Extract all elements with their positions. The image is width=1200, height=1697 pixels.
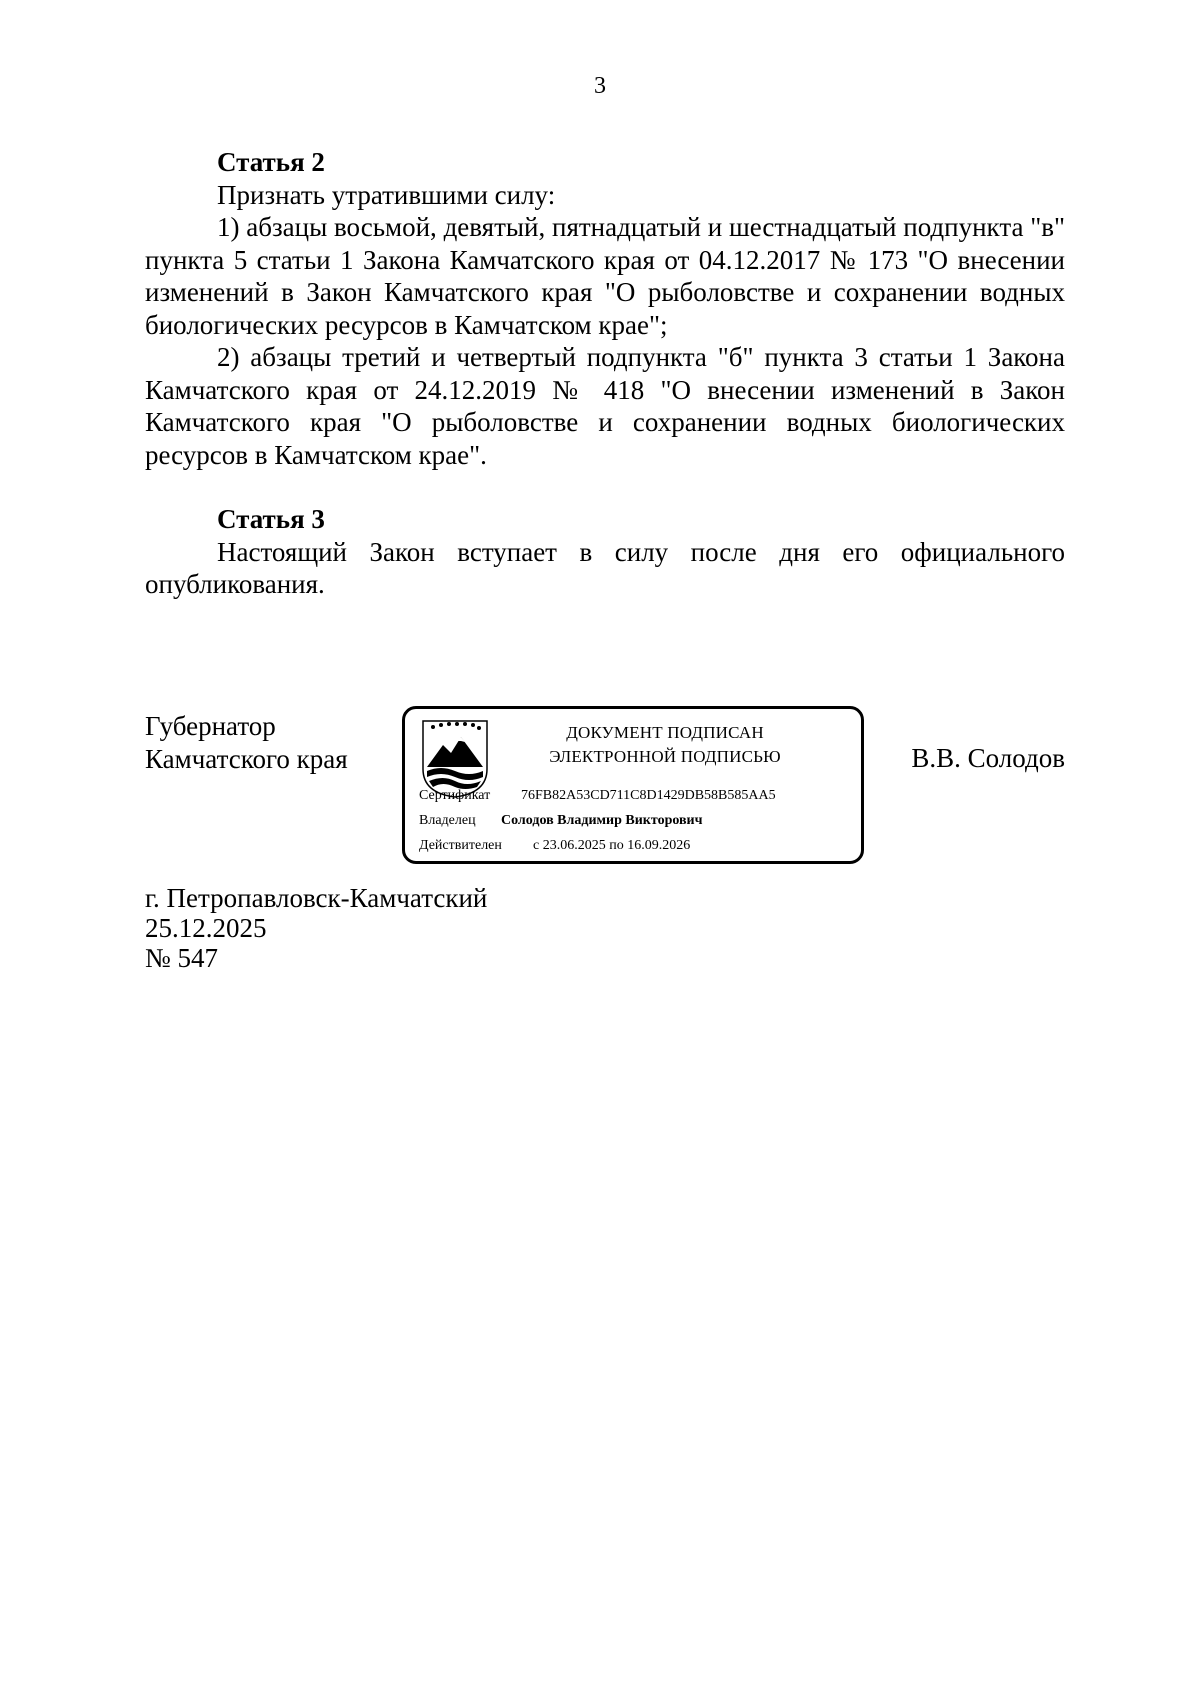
signatory-name: В.В. Солодов (911, 743, 1065, 773)
stamp-title (515, 721, 815, 769)
stamp-validity-row (419, 837, 690, 855)
article-3-title: Статья 3 (217, 504, 325, 534)
validity-label: Действителен (419, 838, 502, 853)
article-3-text: Настоящий Закон вступает в силу после дня его официального опубликования. (145, 536, 1065, 599)
signatory-position (145, 710, 348, 776)
footer-number: № 547 (145, 943, 219, 973)
validity-value: с 23.06.2025 по 16.09.2026 (533, 838, 691, 853)
stamp-owner-row (419, 812, 703, 830)
certificate-value: 76FB82A53CD711C8D1429DB58B585AA5 (521, 788, 776, 803)
document-body (145, 146, 1065, 601)
article-2-item-2: 2) абзацы третий и четвертый подпункта "б" пункта 3 статьи 1 Закона Камчатского края от 24.12.2019 № 418 "О внесении изменений в Закон Камчатского края "О рыболовстве и сохранении водных биологических ресурсов в Камчатском крае". (145, 342, 1065, 470)
signatory-position-line-1: Губернатор (145, 711, 276, 741)
stamp-certificate-row (419, 787, 776, 805)
owner-value: Солодов Владимир Викторович (501, 813, 703, 828)
article-2-title: Статья 2 (217, 147, 325, 177)
footer-city: г. Петропавловск-Камчатский (145, 883, 488, 913)
article-2-intro: Признать утратившими силу: (217, 179, 556, 210)
owner-label: Владелец (419, 813, 476, 828)
stamp-title-line-1: ДОКУМЕНТ ПОДПИСАН (566, 723, 764, 742)
certificate-label: Сертификат (419, 788, 491, 803)
footer-date: 25.12.2025 (145, 913, 267, 943)
signatory-position-line-2: Камчатского края (145, 744, 348, 774)
electronic-signature-stamp (402, 706, 864, 864)
article-2-item-1: 1) абзацы восьмой, девятый, пятнадцатый и шестнадцатый подпункта "в" пункта 5 статьи 1 Закона Камчатского края от 04.12.2017 № 173 "О внесении изменений в Закон Камчатского края "О рыболовстве и сохранении водных биологических ресурсов в Камчатском крае"; (145, 212, 1065, 340)
page-number: 3 (594, 73, 606, 99)
stamp-title-line-2: ЭЛЕКТРОННОЙ ПОДПИСЬЮ (549, 747, 781, 766)
document-footer (145, 883, 487, 973)
